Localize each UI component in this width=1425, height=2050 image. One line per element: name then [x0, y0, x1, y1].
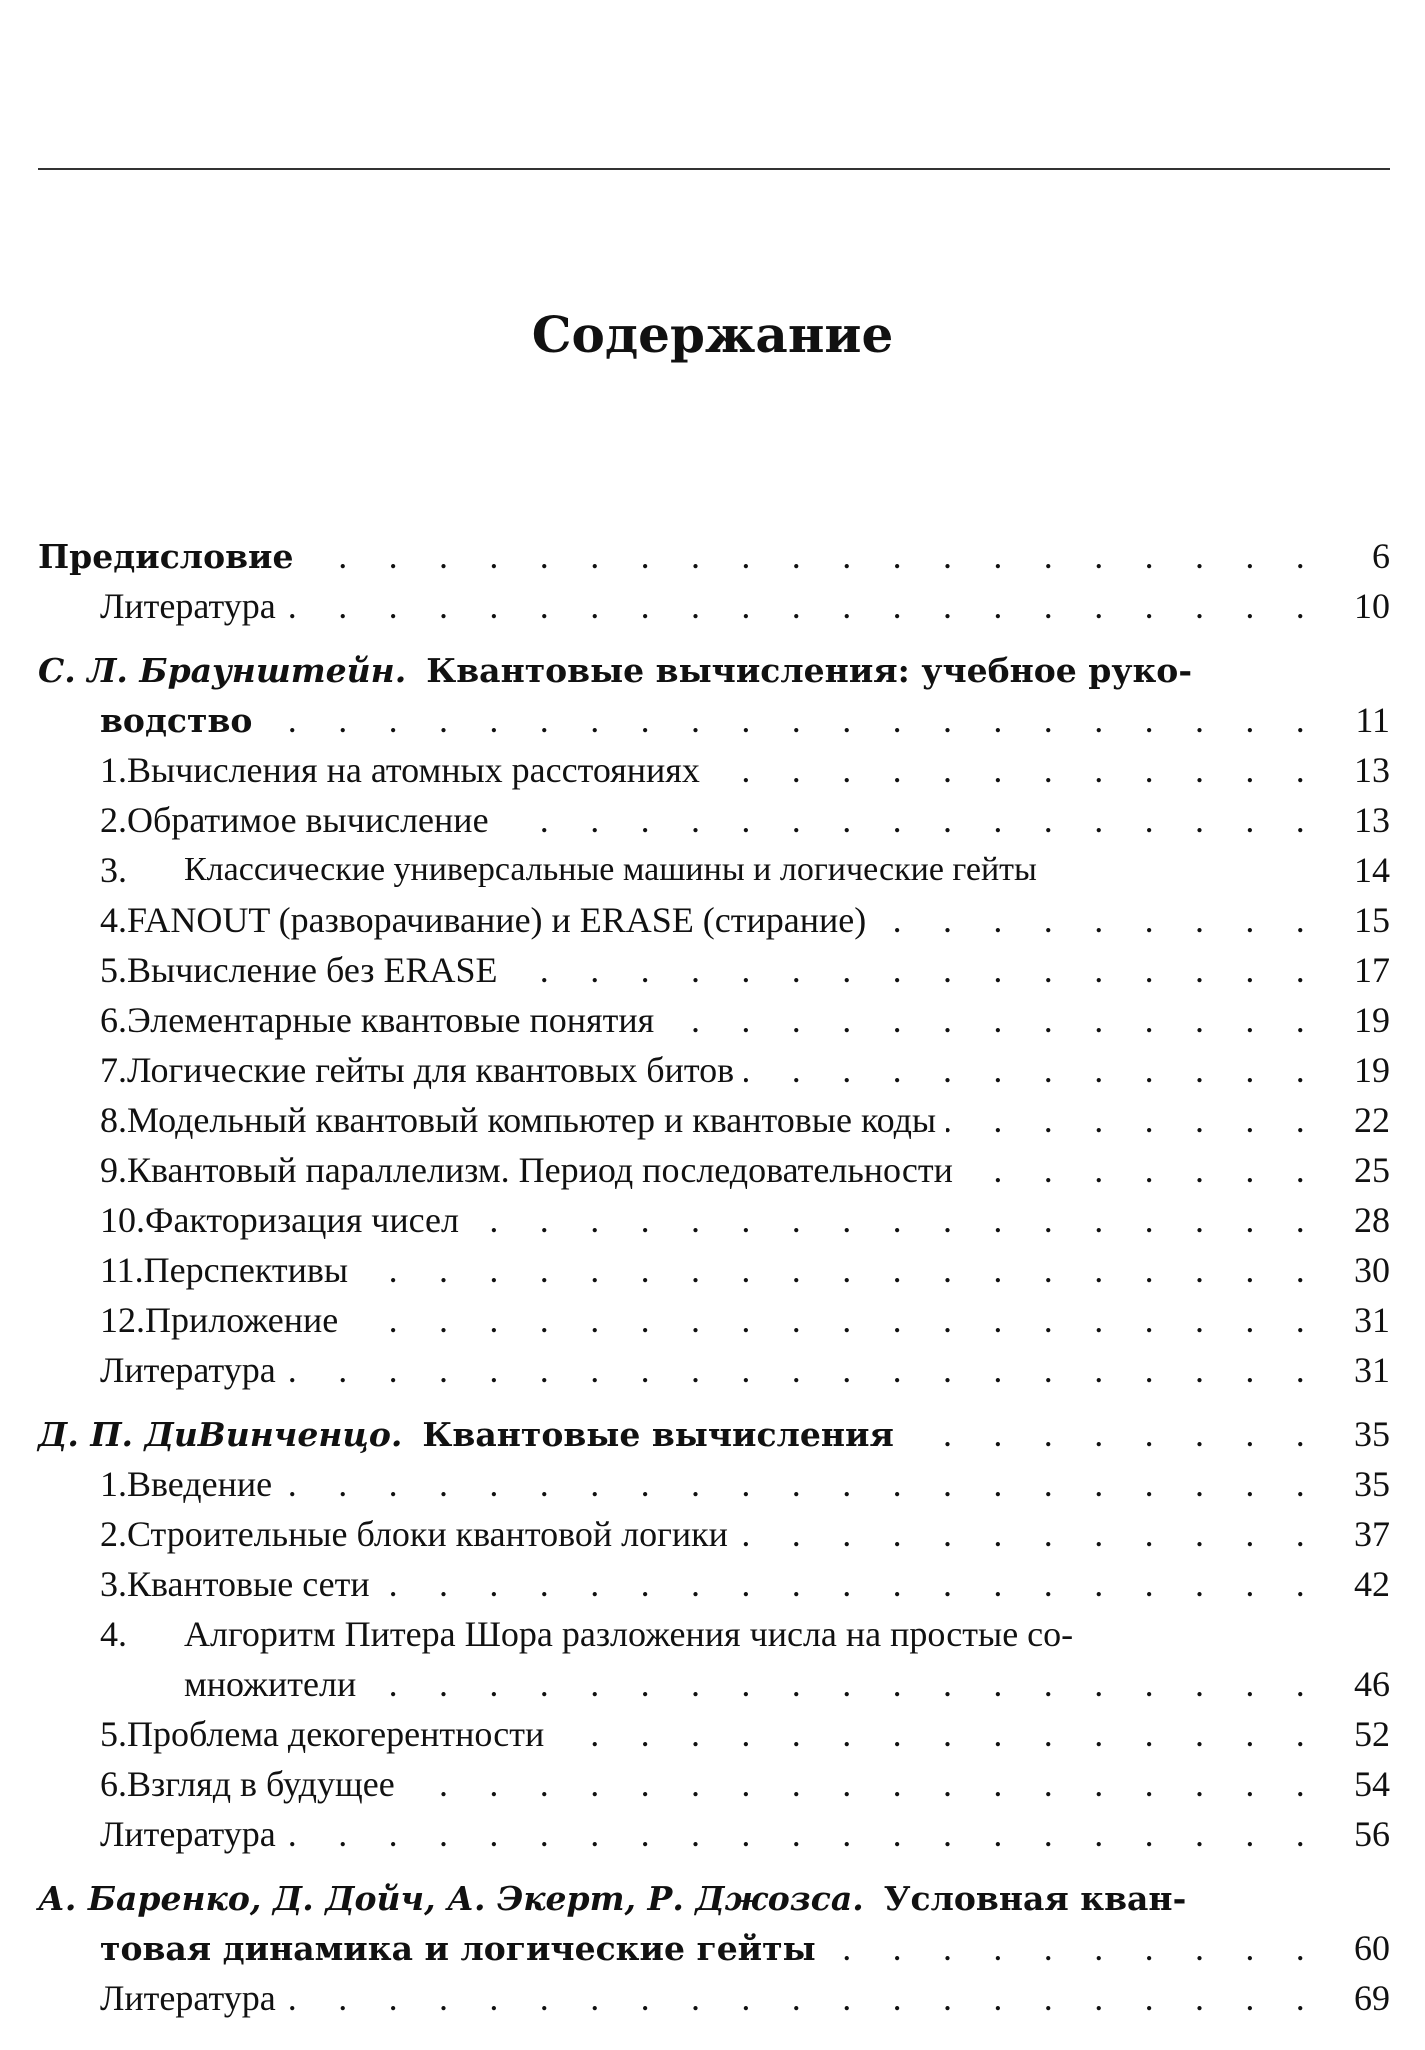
- toc-entry-literature[interactable]: [38, 1809, 1390, 1859]
- page-number: 30: [1354, 1250, 1390, 1290]
- page-number: 19: [1354, 1000, 1390, 1040]
- page-number: 19: [1354, 1050, 1390, 1090]
- leader-dots: [405, 1763, 1321, 1805]
- item-number: 1.: [100, 1464, 127, 1504]
- toc-item[interactable]: [38, 1759, 1390, 1809]
- page-number: 42: [1354, 1564, 1390, 1604]
- toc-item[interactable]: [38, 745, 1390, 795]
- page-number: 10: [1354, 586, 1390, 626]
- leader-dots: [348, 1299, 1321, 1341]
- entry-author: А. Баренко, Д. Дойч, А. Экерт, Р. Джозса.: [38, 1878, 864, 1918]
- leader-dots: [738, 1513, 1321, 1555]
- toc-item[interactable]: [38, 1195, 1390, 1245]
- item-label: FANOUT (разворачивание) и ERASE (стирание): [127, 900, 867, 940]
- item-label-cont: множители: [184, 1664, 357, 1704]
- item-label: Введение: [127, 1464, 273, 1504]
- leader-dots: [499, 799, 1321, 841]
- page-number: 25: [1354, 1150, 1390, 1190]
- toc-item[interactable]: [38, 1509, 1390, 1559]
- entry-title: Квантовые вычисления: [422, 1414, 894, 1454]
- item-number: 6.: [100, 1764, 127, 1804]
- item-number: 12.: [100, 1300, 145, 1340]
- leader-dots: [366, 1663, 1321, 1705]
- toc-item-cont[interactable]: [38, 1659, 1390, 1709]
- page-number: 31: [1354, 1300, 1390, 1340]
- item-number: 9.: [100, 1150, 127, 1190]
- toc-item[interactable]: [38, 795, 1390, 845]
- entry-label: Литература: [100, 1978, 276, 2018]
- page-number: 35: [1354, 1414, 1390, 1454]
- toc-item[interactable]: [38, 1145, 1390, 1195]
- toc-item[interactable]: [38, 945, 1390, 995]
- item-label: Вычисление без ERASE: [127, 950, 498, 990]
- page-number: 15: [1354, 900, 1390, 940]
- toc-item[interactable]: [38, 845, 1390, 895]
- page-number: 69: [1354, 1978, 1390, 2018]
- leader-dots: [286, 1813, 1321, 1855]
- leader-dots: [282, 1463, 1321, 1505]
- toc-entry-divincenzo[interactable]: [38, 1409, 1390, 1459]
- leader-dots: [508, 949, 1322, 991]
- toc-entry-barenco-cont[interactable]: [38, 1923, 1390, 1973]
- leader-dots: [744, 1049, 1321, 1091]
- toc-entry-braunstein[interactable]: [38, 645, 1390, 695]
- page-number: 31: [1354, 1350, 1390, 1390]
- toc-item[interactable]: [38, 995, 1390, 1045]
- item-number: 5.: [100, 1714, 127, 1754]
- table-of-contents: [38, 531, 1390, 2023]
- item-label: Элементарные квантовые понятия: [127, 1000, 655, 1040]
- page-number: 28: [1354, 1200, 1390, 1240]
- page-number: 46: [1354, 1664, 1390, 1704]
- item-number: 4.: [100, 1614, 127, 1654]
- item-label: Квантовые сети: [127, 1564, 370, 1604]
- toc-item[interactable]: [38, 1609, 1390, 1659]
- toc-entry-literature[interactable]: [38, 1973, 1390, 2023]
- leader-dots: [876, 899, 1321, 941]
- item-number: 3.: [100, 850, 127, 890]
- item-number: 10.: [100, 1200, 145, 1240]
- item-number: 2.: [100, 800, 127, 840]
- entry-label: Литература: [100, 586, 276, 626]
- item-label: Перспективы: [143, 1250, 349, 1290]
- leader-dots: [963, 1149, 1321, 1191]
- item-label: Строительные блоки квантовой логики: [127, 1514, 728, 1554]
- item-label: Квантовый параллелизм. Период последовательности: [127, 1150, 953, 1190]
- entry-label: Предисловие: [38, 536, 294, 576]
- page-number: 11: [1355, 700, 1390, 740]
- leader-dots: [904, 1413, 1321, 1455]
- leader-dots: [286, 585, 1321, 627]
- entry-title-cont: водство: [100, 700, 253, 740]
- item-number: 1.: [100, 750, 127, 790]
- page-number: 54: [1354, 1764, 1390, 1804]
- leader-dots: [469, 1199, 1321, 1241]
- toc-item[interactable]: [38, 1559, 1390, 1609]
- item-label: Обратимое вычисление: [127, 800, 489, 840]
- toc-item[interactable]: [38, 1295, 1390, 1345]
- leader-dots: [826, 1927, 1321, 1969]
- toc-entry-barenco[interactable]: [38, 1873, 1390, 1923]
- entry-author: Д. П. ДиВинченцо.: [38, 1414, 403, 1454]
- toc-item[interactable]: [38, 1709, 1390, 1759]
- page-number: 13: [1354, 800, 1390, 840]
- item-label: Классические универсальные машины и логические гейты: [184, 851, 1037, 888]
- page-number: 60: [1354, 1928, 1390, 1968]
- toc-item[interactable]: [38, 1459, 1390, 1509]
- item-number: 8.: [100, 1100, 127, 1140]
- entry-label: Литература: [100, 1814, 276, 1854]
- item-label: Алгоритм Питера Шора разложения числа на простые со-: [184, 1614, 1074, 1654]
- item-label: Логические гейты для квантовых битов: [127, 1050, 735, 1090]
- leader-dots: [358, 1249, 1321, 1291]
- leader-dots: [286, 1977, 1321, 2019]
- item-number: 3.: [100, 1564, 127, 1604]
- entry-title-cont: товая динамика и логические гейты: [100, 1928, 816, 1968]
- page-number: 56: [1354, 1814, 1390, 1854]
- leader-dots: [710, 749, 1321, 791]
- leader-dots: [262, 699, 1321, 741]
- leader-dots: [380, 1563, 1321, 1605]
- item-label: Взгляд в будущее: [127, 1764, 395, 1804]
- header-rule: [38, 168, 1390, 170]
- leader-dots: [946, 1099, 1321, 1141]
- toc-entry-preface[interactable]: [38, 531, 1390, 581]
- toc-entry-braunstein-cont[interactable]: [38, 695, 1390, 745]
- item-number: 5.: [100, 950, 127, 990]
- entry-title: Условная кван-: [883, 1878, 1187, 1918]
- item-label: Проблема декогерентности: [127, 1714, 545, 1754]
- entry-title: Квантовые вычисления: учебное руко-: [426, 650, 1193, 690]
- toc-item[interactable]: [38, 1095, 1390, 1145]
- leader-dots: [664, 999, 1321, 1041]
- item-label: Факторизация чисел: [145, 1200, 459, 1240]
- toc-item[interactable]: [38, 1245, 1390, 1295]
- item-label: Модельный квантовый компьютер и квантовые коды: [127, 1100, 937, 1140]
- item-label: Приложение: [145, 1300, 339, 1340]
- page-number: 37: [1354, 1514, 1390, 1554]
- leader-dots: [554, 1713, 1321, 1755]
- leader-dots: [286, 1349, 1321, 1391]
- item-number: 6.: [100, 1000, 127, 1040]
- item-number: 4.: [100, 900, 127, 940]
- page-number: 17: [1354, 950, 1390, 990]
- item-label: Вычисления на атомных расстояниях: [127, 750, 700, 790]
- toc-entry-preface-literature[interactable]: [38, 581, 1390, 631]
- entry-author: С. Л. Браунштейн.: [38, 650, 407, 690]
- page-number: 14: [1354, 850, 1390, 890]
- item-number: 11.: [100, 1250, 144, 1290]
- page-title: Содержание: [531, 305, 894, 364]
- item-number: 2.: [100, 1514, 127, 1554]
- toc-entry-literature[interactable]: [38, 1345, 1390, 1395]
- toc-item[interactable]: [38, 1045, 1390, 1095]
- toc-item[interactable]: [38, 895, 1390, 945]
- item-number: 7.: [100, 1050, 127, 1090]
- entry-label: Литература: [100, 1350, 276, 1390]
- page-number: 35: [1354, 1464, 1390, 1504]
- page-number: 52: [1354, 1714, 1390, 1754]
- leader-dots: [303, 535, 1321, 577]
- page-number: 6: [1372, 536, 1390, 576]
- page-number: 13: [1354, 750, 1390, 790]
- page-number: 22: [1354, 1100, 1390, 1140]
